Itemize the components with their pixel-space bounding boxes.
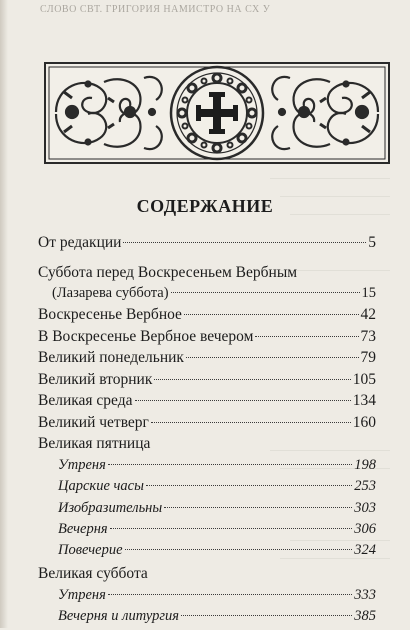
toc-entry[interactable]: [58, 478, 376, 495]
toc-entry-page: 385: [354, 608, 376, 624]
toc-entry-page: 73: [360, 328, 376, 345]
toc-entry-label: Утреня: [58, 587, 106, 603]
toc-entry-page: 198: [354, 457, 376, 473]
toc-entry-page: 105: [352, 371, 376, 388]
toc-entry-label: Великий четверг: [38, 414, 149, 431]
toc-entry[interactable]: [58, 587, 376, 604]
toc-entry-page: 333: [354, 587, 376, 603]
toc-entry-label: Вечерня и литургия: [58, 608, 179, 624]
toc-entry-label: Утреня: [58, 457, 106, 473]
leader-dots: [164, 506, 352, 508]
toc-entry[interactable]: [58, 457, 376, 474]
toc-entry-page: 5: [368, 234, 376, 251]
toc-entry[interactable]: [58, 500, 376, 517]
toc-entry-page: 79: [360, 349, 376, 366]
toc-section-heading[interactable]: [38, 435, 150, 453]
toc-entry-label: Великая среда: [38, 392, 133, 409]
toc-entry[interactable]: [38, 349, 376, 367]
toc-entry-label: Повечерие: [58, 542, 123, 558]
leader-dots: [125, 548, 353, 550]
toc-entry-label: Великая пятница: [38, 435, 151, 452]
toc-entry-page: 134: [352, 392, 376, 409]
toc-entry[interactable]: [52, 285, 376, 302]
toc-entry-label: Великий вторник: [38, 371, 153, 388]
toc-entry[interactable]: [38, 234, 376, 252]
toc-entry[interactable]: [38, 264, 297, 282]
toc-entry-label: Воскресенье Вербное: [38, 306, 182, 323]
toc-section-heading[interactable]: [38, 565, 148, 583]
leader-dots: [151, 421, 351, 423]
leader-dots: [108, 593, 352, 595]
toc-entry[interactable]: [58, 608, 376, 625]
toc-entry-label: Суббота перед Воскресеньем Вербным: [38, 264, 298, 281]
toc-entry-page: 160: [352, 414, 376, 431]
leader-dots: [255, 335, 358, 337]
toc-entry-label: В Воскресенье Вербное вечером: [38, 328, 254, 345]
toc-entry-label: (Лазарева суббота): [52, 285, 169, 301]
toc-entry[interactable]: [58, 521, 376, 538]
leader-dots: [154, 378, 350, 380]
toc-entry-page: 303: [354, 500, 376, 516]
toc-entry-label: Царские часы: [58, 478, 144, 494]
toc-entry-page: 306: [354, 521, 376, 537]
toc-entry-page: 253: [354, 478, 376, 494]
running-head: [40, 4, 395, 18]
ornamental-headpiece: [44, 62, 390, 164]
toc-entry-label: Вечерня: [58, 521, 108, 537]
toc-entry[interactable]: [38, 328, 376, 346]
page-gutter-shadow: [0, 0, 8, 628]
leader-dots: [184, 313, 359, 315]
toc-entry-label: От редакции: [38, 234, 122, 251]
leader-dots: [146, 484, 352, 486]
toc-entry-label: Великая суббота: [38, 565, 148, 582]
toc-entry-page: 324: [354, 542, 376, 558]
toc-entry-page: 15: [361, 285, 376, 301]
leader-dots: [181, 614, 352, 616]
toc-entry[interactable]: [38, 371, 376, 389]
toc-entry[interactable]: [58, 542, 376, 559]
toc-entry[interactable]: [38, 414, 376, 432]
leader-dots: [110, 527, 353, 529]
running-head-text: СЛОВО СВТ. ГРИГОРИЯ НАМИСТРО НА СХ У: [40, 4, 271, 15]
leader-dots: [123, 241, 366, 243]
leader-dots: [108, 463, 352, 465]
toc-entry[interactable]: [38, 306, 376, 324]
leader-dots: [171, 291, 360, 293]
toc-entry-label: Изобразительны: [58, 500, 163, 516]
leader-dots: [135, 399, 351, 401]
toc-entry[interactable]: [38, 392, 376, 410]
toc-entry-label: Великий понедельник: [38, 349, 184, 366]
leader-dots: [186, 356, 359, 358]
page-title: СОДЕРЖАНИЕ: [136, 196, 274, 216]
toc-entry-page: 42: [360, 306, 376, 323]
